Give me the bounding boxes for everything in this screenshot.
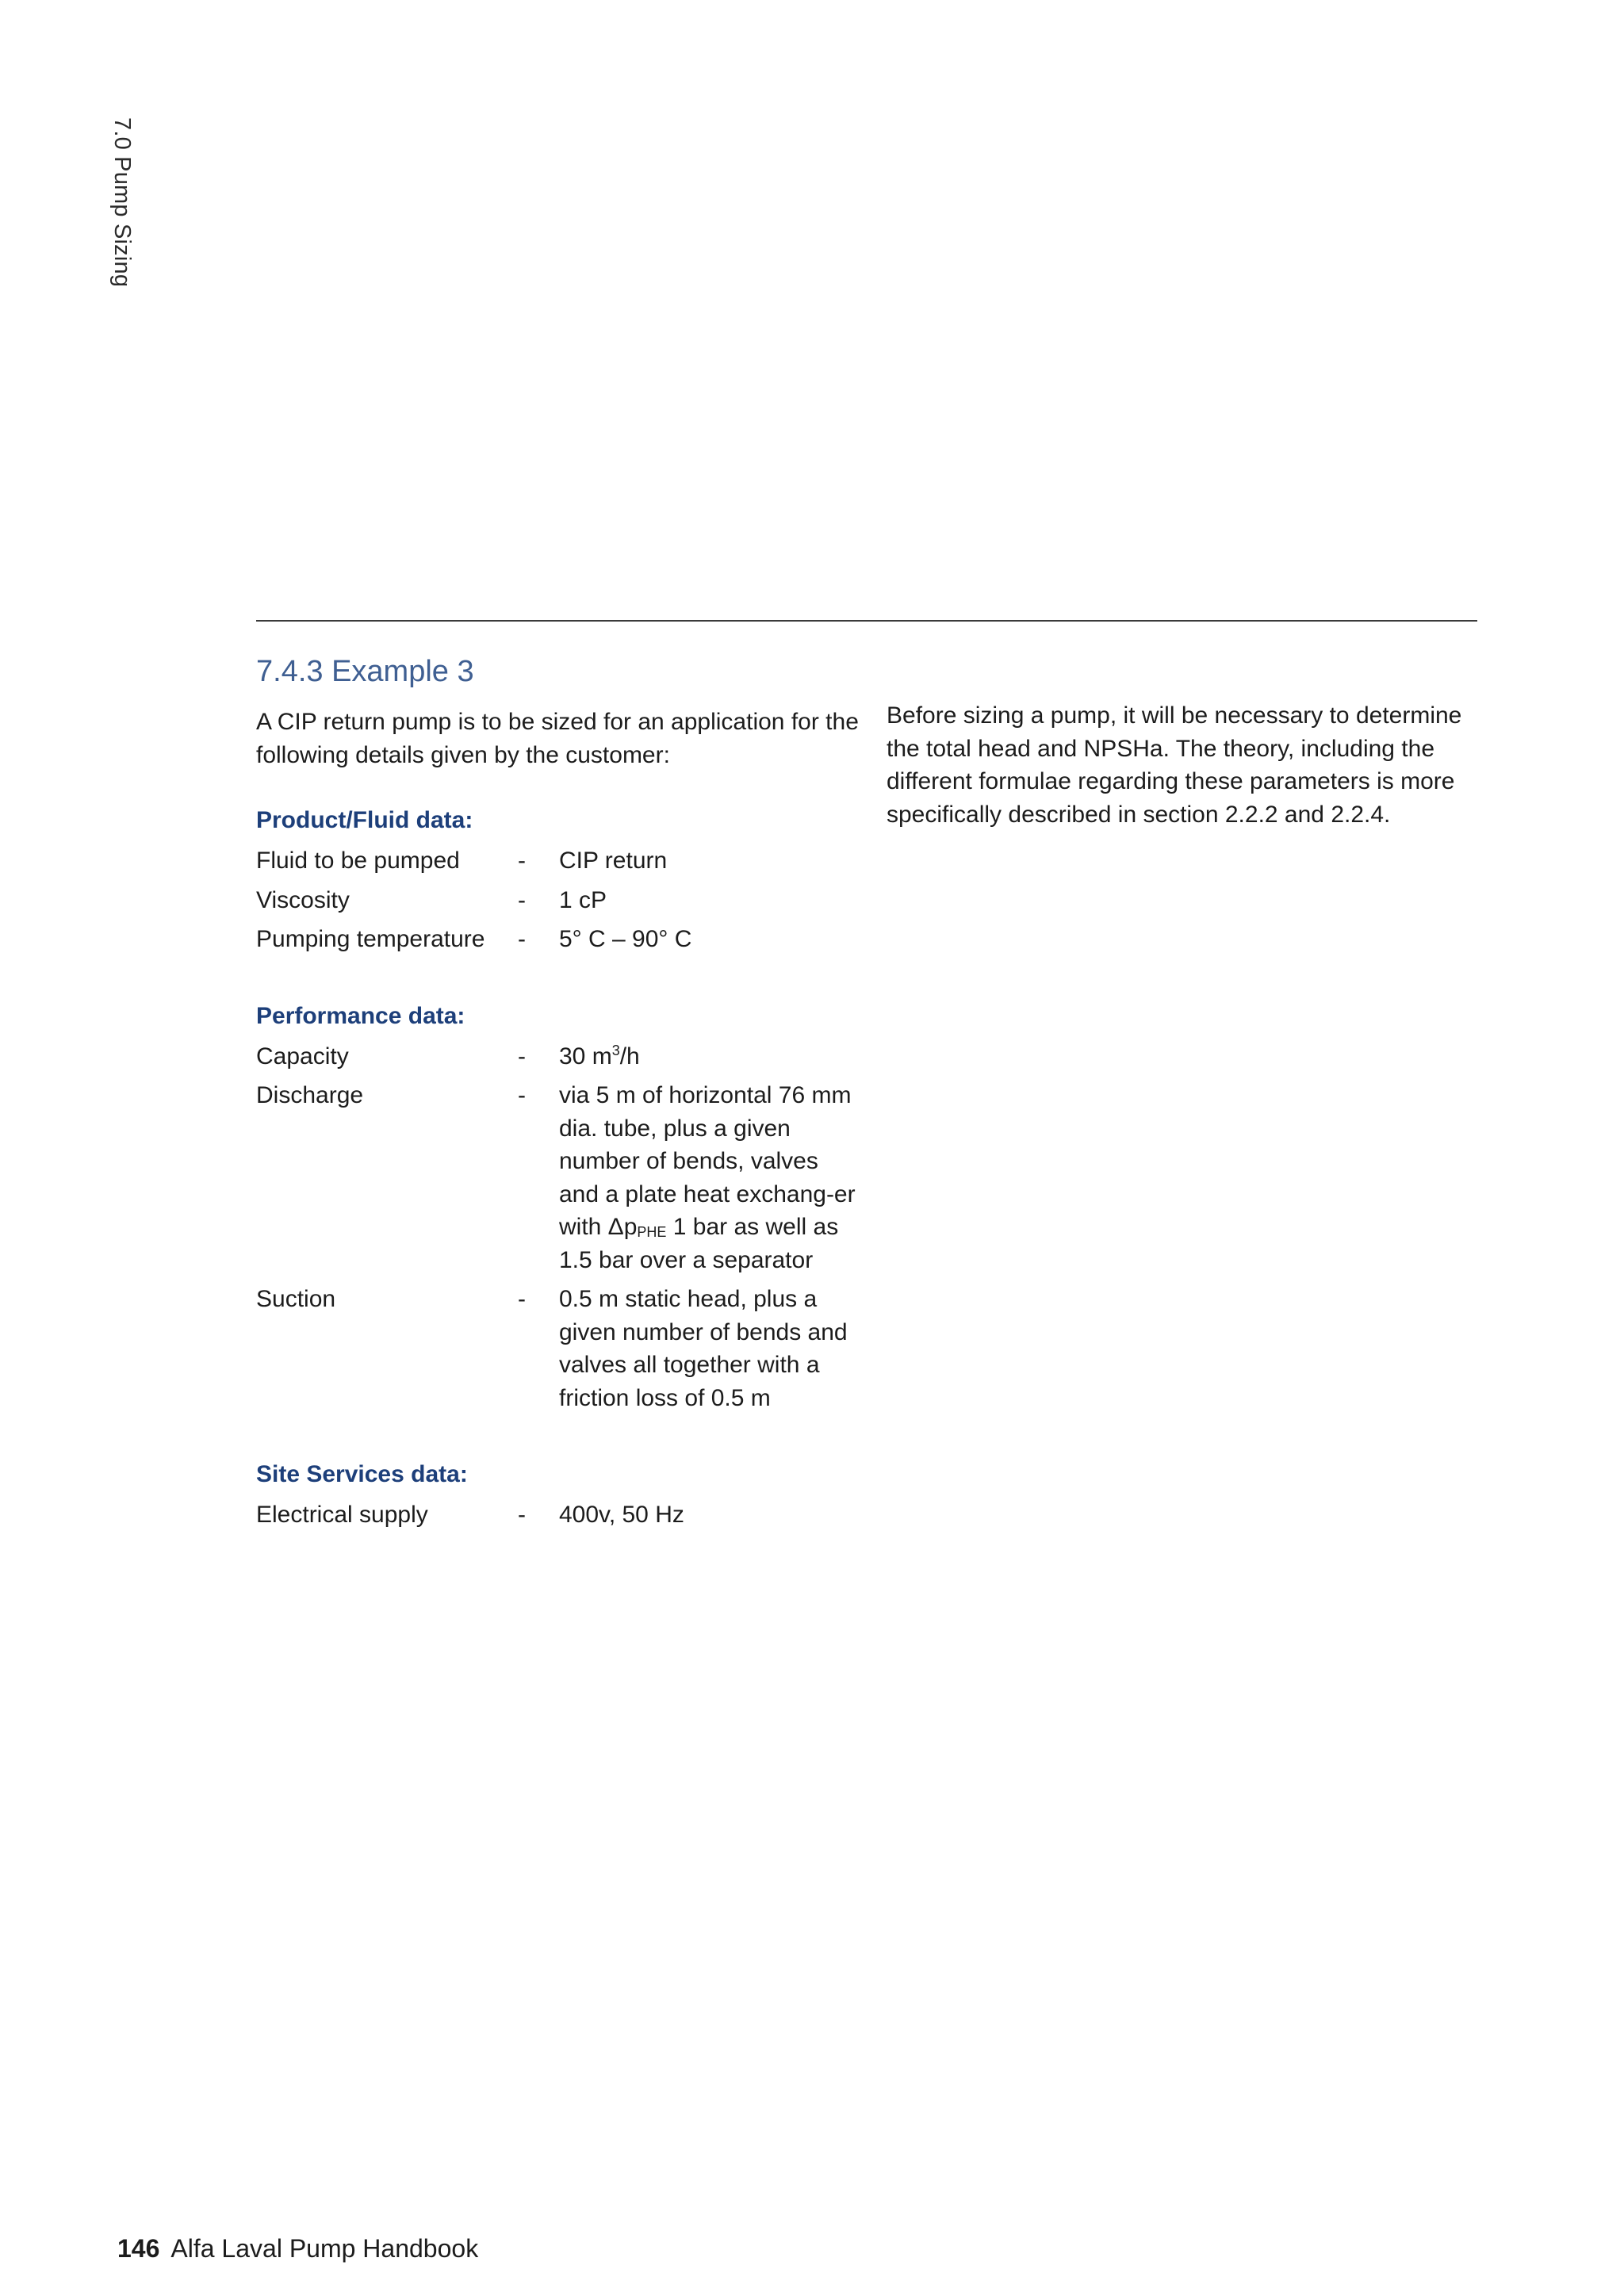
row-label: Electrical supply	[256, 1502, 428, 1528]
row-label: Fluid to be pumped	[256, 848, 460, 874]
performance-table	[256, 1037, 860, 1418]
table-row	[256, 881, 860, 920]
row-value: 0.5 m static head, plus a given number of bends and valves all together with a friction loss of 0.5 m	[559, 1286, 848, 1411]
performance-heading: Performance data:	[256, 1002, 465, 1029]
row-label: Pumping temperature	[256, 926, 485, 952]
row-value: 400v, 50 Hz	[559, 1502, 684, 1528]
product-fluid-table	[256, 841, 860, 959]
page-footer	[117, 2234, 478, 2263]
row-dash: -	[518, 848, 526, 874]
row-dash: -	[518, 926, 526, 952]
row-dash: -	[518, 1502, 526, 1528]
row-dash: -	[518, 1286, 526, 1312]
site-services-table	[256, 1495, 860, 1535]
row-value: 1 cP	[559, 886, 607, 913]
row-label: Capacity	[256, 1043, 349, 1070]
right-paragraph: Before sizing a pump, it will be necessary to determine the total head and NPSHa. The theory, including the different formulae regarding these parameters is more specifically described in section 2.2.2 and 2.2.4.	[887, 702, 1462, 828]
chapter-side-tab: 7.0 Pump Sizing	[109, 117, 135, 288]
row-label: Discharge	[256, 1082, 364, 1108]
right-column	[887, 699, 1489, 831]
table-row	[256, 1037, 860, 1077]
row-value: CIP return	[559, 848, 668, 874]
row-dash: -	[518, 886, 526, 913]
table-row	[256, 1495, 860, 1535]
row-dash: -	[518, 1082, 526, 1108]
row-label: Viscosity	[256, 886, 350, 913]
row-value: via 5 m of horizontal 76 mm dia. tube, plus a given number of bends, valves and a plate heat exchang-er with $\Delta p_{PHE}$ 1 bar as well as 1.5 bar over a separator	[559, 1082, 856, 1273]
table-row	[256, 1076, 860, 1280]
page-number: 146	[117, 2234, 160, 2263]
section-title: 7.4.3 Example 3	[256, 655, 474, 688]
row-dash: -	[518, 1043, 526, 1070]
book-title: Alfa Laval Pump Handbook	[170, 2234, 479, 2263]
table-row	[256, 841, 860, 881]
row-value: 5° C – 90° C	[559, 926, 692, 952]
site-services-heading: Site Services data:	[256, 1461, 468, 1487]
table-row	[256, 920, 860, 959]
row-label: Suction	[256, 1286, 336, 1312]
product-fluid-heading: Product/Fluid data:	[256, 807, 473, 833]
section-divider	[256, 620, 1477, 622]
left-column	[256, 652, 867, 1535]
table-row	[256, 1280, 860, 1418]
row-value: 30 $m^3/h$	[559, 1042, 640, 1070]
intro-paragraph: A CIP return pump is to be sized for an application for the following details given by the customer:	[256, 709, 859, 768]
